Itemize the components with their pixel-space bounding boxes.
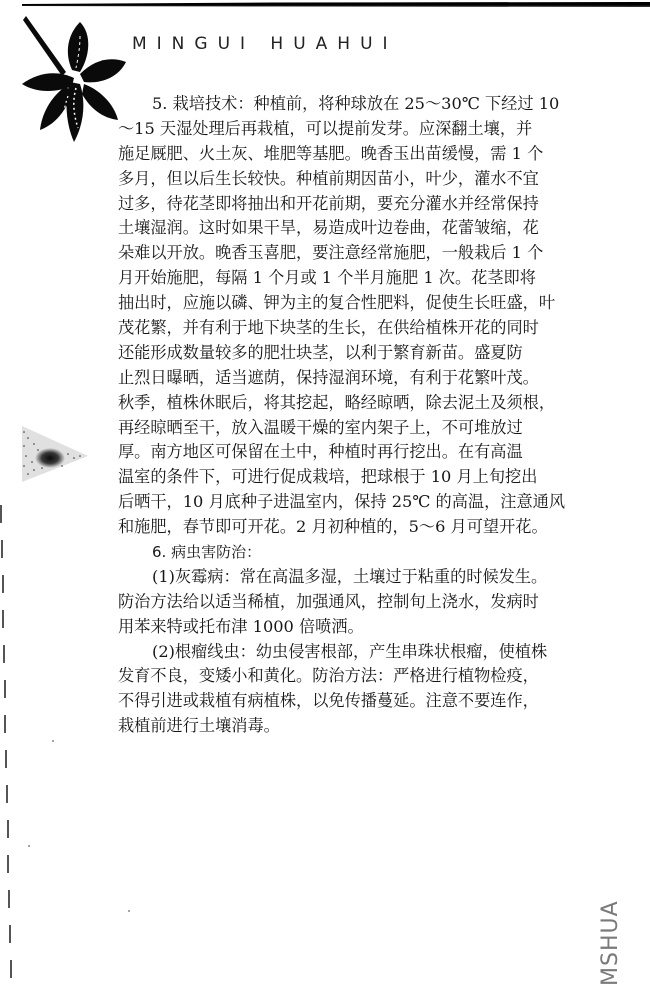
page-body bbox=[118, 92, 578, 739]
orchid-flower-icon bbox=[14, 12, 132, 148]
paragraph-line: 还能形成数量较多的肥壮块茎，以利于繁育新苗。盛夏防 bbox=[118, 342, 523, 362]
margin-binding-marks bbox=[0, 505, 16, 995]
paragraph-line: 朵难以开放。晚香玉喜肥，要注意经常施肥，一般栽后 1 个 bbox=[118, 243, 544, 263]
paragraph-line: 过多，待花茎即将抽出和开花前期，要充分灌水并经常保持 bbox=[118, 193, 539, 213]
ink-blot-decoration bbox=[18, 422, 90, 484]
paragraph-line: 用苯来特或托布津 1000 倍喷洒。 bbox=[118, 616, 364, 636]
scan-speck bbox=[128, 910, 130, 912]
paragraph-line: 5. 栽培技术：种植前，将种球放在 25～30℃ 下经过 10 bbox=[152, 94, 560, 113]
series-title: MINGUI HUAHUI bbox=[132, 34, 398, 54]
paragraph-line: 秋季，植株休眠后，将其挖起，略经晾晒，除去泥土及须根， bbox=[118, 392, 556, 412]
paragraph-line: 温室的条件下，可进行促成栽培，把球根于 10 月上旬挖出 bbox=[118, 467, 538, 487]
scan-speck bbox=[28, 845, 30, 847]
paragraph-line: 月开始施肥，每隔 1 个月或 1 个半月施肥 1 次。花茎即将 bbox=[118, 268, 536, 288]
section-heading: 6. 病虫害防治： bbox=[152, 543, 262, 562]
paragraph-line: 不得引进或栽植有病植株，以免传播蔓延。注意不要连作， bbox=[118, 691, 539, 711]
paragraph-line: (1)灰霉病：常在高温多湿，土壤过于粘重的时候发生。 bbox=[152, 566, 548, 586]
paragraph-line: 施足厩肥、火土灰、堆肥等基肥。晚香玉出苗缓慢，需 1 个 bbox=[118, 143, 544, 163]
paragraph-line: 多月，但以后生长较快。种植前期因苗小，叶少，灌水不宜 bbox=[118, 168, 539, 188]
paragraph-line: 厚。南方地区可保留在土中，种植时再行挖出。在有高温 bbox=[118, 442, 523, 462]
paragraph-line: 止烈日曝晒，适当遮荫，保持湿润环境，有利于花繁叶茂。 bbox=[118, 367, 539, 387]
paragraph-line: 土壤湿润。这时如果干旱，易造成叶边卷曲，花蕾皱缩，花 bbox=[118, 218, 539, 238]
paragraph-line: 防治方法给以适当稀植，加强通风，控制旬上浇水，发病时 bbox=[118, 591, 539, 611]
top-rule bbox=[22, 2, 650, 7]
watermark-text: MSHUA bbox=[598, 900, 623, 986]
paragraph-line: 后晒干，10 月底种子进温室内，保持 25℃ 的高温，注意通风 bbox=[118, 492, 566, 512]
paragraph-line: (2)根瘤线虫：幼虫侵害根部，产生串珠状根瘤，使植株 bbox=[152, 641, 548, 661]
paragraph-line: 抽出时，应施以磷、钾为主的复合性肥料，促使生长旺盛，叶 bbox=[118, 293, 556, 313]
paragraph-line: 再经晾晒至干，放入温暖干燥的室内架子上，不可堆放过 bbox=[118, 417, 523, 437]
paragraph-line: ～15 天湿处理后再栽植，可以提前发芽。应深翻土壤，并 bbox=[118, 118, 533, 138]
paragraph-line: 栽植前进行土壤消毒。 bbox=[118, 716, 280, 736]
paragraph-line: 和施肥，春节即可开花。2 月初种植的，5～6 月可望开花。 bbox=[118, 517, 548, 537]
paragraph-line: 茂花繁，并有利于地下块茎的生长，在供给植株开花的同时 bbox=[118, 318, 539, 338]
paragraph-line: 发育不良，变矮小和黄化。防治方法：严格进行植物检疫， bbox=[118, 666, 539, 686]
scan-speck bbox=[52, 740, 54, 742]
